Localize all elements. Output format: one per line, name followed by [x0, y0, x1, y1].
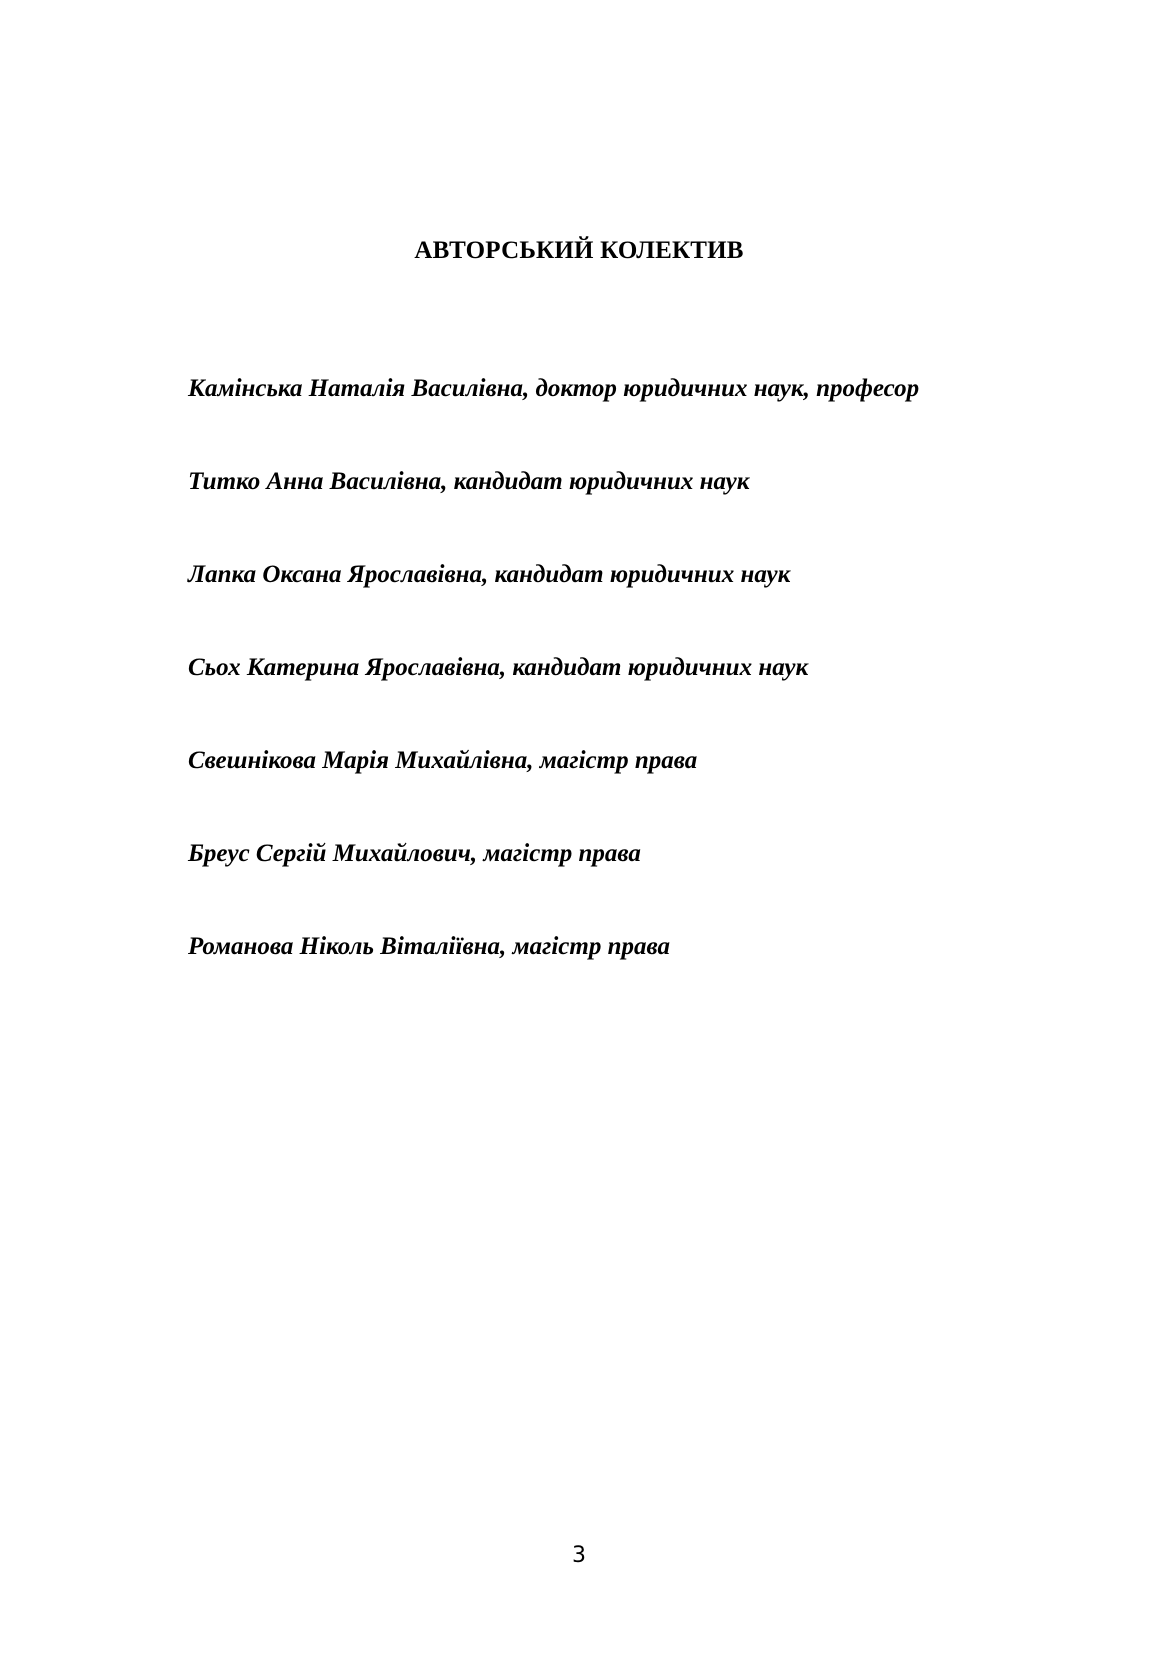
page-number: 3: [572, 1543, 586, 1568]
author-list: [188, 374, 1088, 1025]
author-entry: Лапка Оксана Ярославівна, кандидат юридичних наук: [188, 561, 791, 588]
page-heading: АВТОРСЬКИЙ КОЛЕКТИВ: [414, 237, 744, 264]
author-entry: Камінська Наталія Василівна, доктор юридичних наук, професор: [188, 375, 920, 402]
author-entry: Бреус Сергій Михайлович, магістр права: [188, 840, 641, 867]
author-entry: Титко Анна Василівна, кандидат юридичних наук: [188, 468, 750, 495]
author-entry: Романова Ніколь Віталіївна, магістр права: [188, 933, 670, 960]
author-entry: Сьох Катерина Ярославівна, кандидат юридичних наук: [188, 654, 809, 681]
author-entry: Свешнікова Марія Михайлівна, магістр права: [188, 747, 698, 774]
